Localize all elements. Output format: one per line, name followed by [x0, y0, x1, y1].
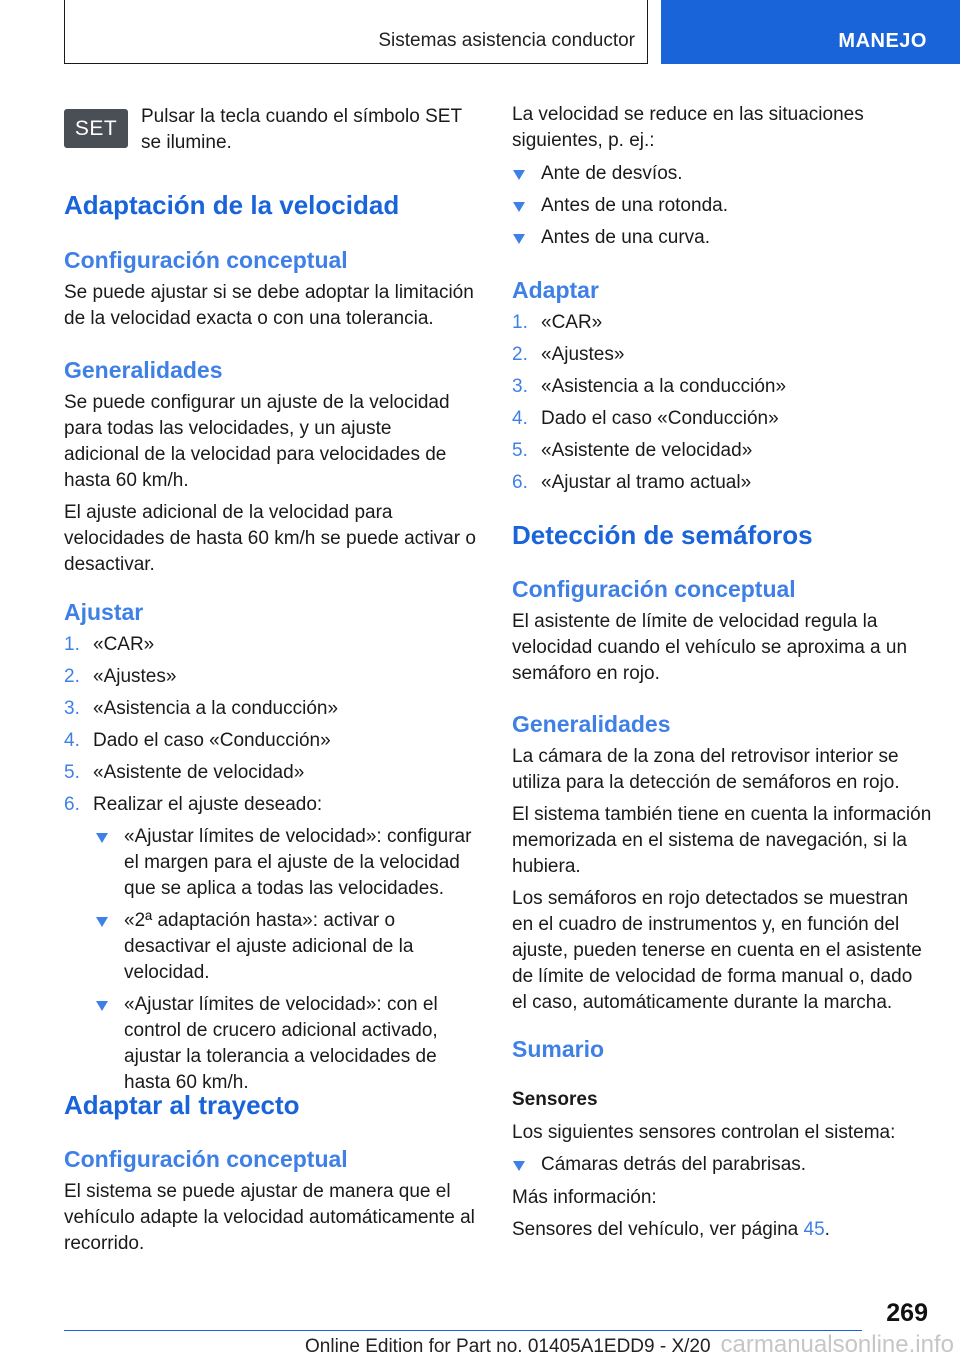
concept-2-block [64, 1179, 478, 1257]
step-text: «CAR» [93, 634, 155, 655]
list-item [64, 632, 478, 664]
step-number: 6. [64, 794, 80, 815]
sensors-list [512, 1152, 932, 1184]
situation-text: Ante de desvíos. [541, 163, 683, 184]
heading-sensors: Sensores [512, 1089, 598, 1110]
option-text: «2ª adaptación hasta»: activar o desactivar el ajuste adicional de la velocidad. [124, 910, 414, 983]
situation-text: Antes de una rotonda. [541, 195, 728, 216]
heading-speed-adaptation: Adaptación de la velocidad [64, 190, 400, 220]
list-item [512, 342, 932, 374]
see-page-line [512, 1217, 932, 1243]
step-text: Dado el caso «Conducción» [541, 408, 779, 429]
list-item [512, 1152, 932, 1178]
situation-text: Antes de una curva. [541, 227, 710, 248]
list-item [64, 760, 478, 792]
section-title: Sistemas asistencia conductor [378, 30, 635, 51]
step-text: «Asistencia a la conducción» [541, 376, 787, 397]
heading-route-adaptation: Adaptar al trayecto [64, 1090, 300, 1120]
heading-traffic-lights: Detección de semáforos [512, 520, 813, 550]
heading-adjust: Ajustar [64, 599, 144, 625]
see-page-text: Sensores del vehículo, ver página [512, 1219, 804, 1240]
list-item [95, 908, 478, 986]
list-item [64, 664, 478, 696]
option-text: «Ajustar límites de velocidad»: con el control de crucero adicional activado, ajustar la tolerancia a velocidades de hasta 60 km/h. [124, 994, 438, 1093]
step-text: «Asistencia a la conducción» [93, 698, 339, 719]
step-number: 2. [64, 666, 80, 687]
concept-2-text: El sistema se puede ajustar de manera que el vehículo adapte la velocidad automáticamente al recorrido. [64, 1181, 475, 1254]
step-number: 3. [64, 698, 80, 719]
edition-text: Online Edition for Part no. 01405A1EDD9 - X/20 [305, 1336, 711, 1357]
step-text: «Asistente de velocidad» [541, 440, 753, 461]
concept-1-block [64, 280, 478, 332]
triangle-bullet-icon [513, 234, 525, 244]
general-2-block [512, 744, 932, 1016]
list-item [512, 193, 932, 219]
watermark-text: carmanualsonline.info [720, 1331, 954, 1358]
set-key-text: Pulsar la tecla cuando el símbolo SET se ilumine. [141, 106, 462, 153]
heading-concept-3: Configuración conceptual [512, 576, 796, 602]
general-1-paragraph-1: Se puede configurar un ajuste de la velocidad para todas las velocidades, y un ajuste adicional de la velocidad para velocidades de hasta 60 km/h. [64, 392, 450, 491]
list-item [95, 992, 478, 1096]
sensor-text: Cámaras detrás del parabrisas. [541, 1154, 807, 1175]
concept-1-text: Se puede ajustar si se debe adoptar la limitación de la velocidad exacta o con una tolerancia. [64, 282, 474, 329]
list-item [512, 438, 932, 470]
list-item [64, 792, 478, 824]
step-number: 4. [512, 408, 528, 429]
step-text: «Ajustes» [93, 666, 177, 687]
concept-3-block [512, 609, 932, 687]
list-item [95, 824, 478, 902]
heading-general-1: Generalidades [64, 357, 223, 383]
step-text: Realizar el ajuste deseado: [93, 794, 323, 815]
list-item [512, 374, 932, 406]
set-key-icon [64, 109, 128, 148]
step-number: 6. [512, 472, 528, 493]
triangle-bullet-icon [96, 1001, 108, 1011]
chapter-tab [661, 0, 960, 64]
list-item [64, 728, 478, 760]
step-number: 5. [64, 762, 80, 783]
concept-3-text: El asistente de límite de velocidad regula la velocidad cuando el vehículo se aproxima a un semáforo en rojo. [512, 611, 908, 684]
general-1-paragraph-2: El ajuste adicional de la velocidad para velocidades de hasta 60 km/h se puede activar o desactivar. [64, 502, 476, 575]
step-text: «Ajustar al tramo actual» [541, 472, 752, 493]
list-item [512, 470, 932, 502]
triangle-bullet-icon [513, 170, 525, 180]
situations-intro: La velocidad se reduce en las situaciones siguientes, p. ej.: [512, 104, 864, 151]
triangle-bullet-icon [96, 833, 108, 843]
step-number: 1. [64, 634, 80, 655]
step-text: «CAR» [541, 312, 603, 333]
step-text: «Asistente de velocidad» [93, 762, 305, 783]
general-1-block [64, 390, 478, 578]
set-key-label: SET [74, 116, 118, 140]
page-link[interactable]: 45 [803, 1219, 825, 1240]
step-text: «Ajustes» [541, 344, 625, 365]
more-info-block [512, 1185, 932, 1243]
list-item [512, 161, 932, 187]
general-2-paragraph-1: La cámara de la zona del retrovisor interior se utiliza para la detección de semáforos en rojo. [512, 746, 900, 793]
list-item [512, 225, 932, 251]
triangle-bullet-icon [513, 202, 525, 212]
heading-summary: Sumario [512, 1036, 605, 1062]
step-number: 4. [64, 730, 80, 751]
see-page-period: . [824, 1219, 830, 1240]
triangle-bullet-icon [513, 1161, 525, 1171]
sensors-block [512, 1120, 932, 1146]
intro-block [512, 102, 932, 154]
step-number: 3. [512, 376, 528, 397]
heading-adapt: Adaptar [512, 277, 599, 303]
option-text: «Ajustar límites de velocidad»: configurar el margen para el ajuste de la velocidad que se aplica a todas las velocidades. [124, 826, 472, 899]
step-number: 1. [512, 312, 528, 333]
general-2-paragraph-3: Los semáforos en rojo detectados se muestran en el cuadro de instrumentos y, en función del ajuste, pueden tenerse en cuenta en el asistente de límite de velocidad de forma manual o, dado el caso, automáticamente durante la marcha. [512, 888, 922, 1013]
adapt-steps-list [512, 310, 932, 502]
adjust-steps-list [64, 632, 478, 824]
header-section-box [64, 0, 648, 64]
step-text: Dado el caso «Conducción» [93, 730, 331, 751]
heading-concept-2: Configuración conceptual [64, 1146, 348, 1172]
sensors-text: Los siguientes sensores controlan el sistema: [512, 1122, 896, 1143]
step-number: 5. [512, 440, 528, 461]
chapter-tab-label: MANEJO [838, 30, 927, 52]
situations-list [512, 161, 932, 257]
adjust-options-list [95, 824, 478, 1102]
list-item [512, 406, 932, 438]
triangle-bullet-icon [96, 917, 108, 927]
list-item [512, 310, 932, 342]
heading-general-2: Generalidades [512, 711, 671, 737]
list-item [64, 696, 478, 728]
step-number: 2. [512, 344, 528, 365]
more-info-label: Más información: [512, 1187, 657, 1208]
heading-concept-1: Configuración conceptual [64, 247, 348, 273]
page-number: 269 [886, 1299, 928, 1327]
general-2-paragraph-2: El sistema también tiene en cuenta la información memorizada en el sistema de navegación, si la hubiera. [512, 804, 932, 877]
